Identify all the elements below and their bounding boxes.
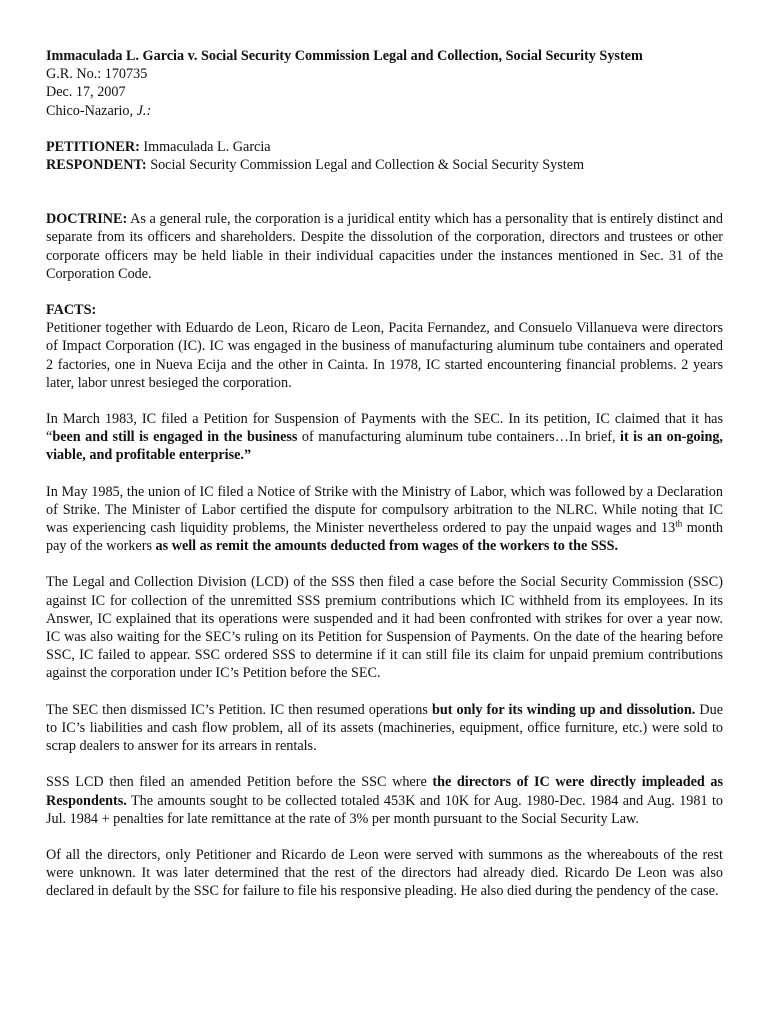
facts-paragraph-6: SSS LCD then filed an amended Petition before the SSC where the directors of IC were directly impleaded as Respondents. The amounts sought to be collected totaled 453K and 10K for Aug. 1980-Dec. 1984 and Aug. 1981 to Jul. 1984 + penalties for late remittance at the rate of 3% per month pursuant to the Social Security Law. — [46, 774, 723, 827]
facts-section — [46, 301, 723, 900]
document-content — [46, 47, 723, 901]
facts-paragraph-3: In May 1985, the union of IC filed a Notice of Strike with the Ministry of Labor, which was followed by a Declaration of Strike. The Minister of Labor certified the dispute for compulsory arbitration to the NLRC. While noting that IC was experiencing cash liquidity problems, the Minister nevertheless ordered to pay the unpaid wages and 13th month pay of the workers as well as remit the amounts deducted from wages of the workers to the SSS. — [46, 483, 723, 555]
facts-paragraph-2: In March 1983, IC filed a Petition for Suspension of Payments with the SEC. In its petition, IC claimed that it has “been and still is engaged in the business of manufacturing aluminum tube containers…In brief, it is an on-going, viable, and profitable enterprise.” — [46, 411, 723, 464]
facts-paragraph-7: Of all the directors, only Petitioner and Ricardo de Leon were served with summons as the whereabouts of the rest were unknown. It was later determined that the rest of the directors had already died. Ricardo De Leon was also declared in default by the SSC for failure to file his responsive pleading. He also died during the pendency of the case. — [46, 846, 723, 900]
case-header — [46, 47, 723, 120]
facts-paragraph-4: The Legal and Collection Division (LCD) of the SSS then filed a case before the Social Security Commission (SSC) against IC for collection of the unremitted SSS premium contributions which IC withheld from its employees. In its Answer, IC explained that its operations were suspended and it had been confronted with strikes for over a year now. IC was also waiting for the SEC’s ruling on its Petition for Suspension of Payments. On the date of the hearing before SSC, IC failed to appear. SSC ordered SSS to determine if it can still file its claim for unpaid premium contributions against the corporation under IC’s Petition before the SEC. — [46, 574, 723, 682]
ponente: Chico-Nazario, J.: — [46, 102, 152, 119]
facts-paragraph-1: Petitioner together with Eduardo de Leon, Ricaro de Leon, Pacita Fernandez, and Consuelo Villanueva were directors of Impact Corporation (IC). IC was engaged in the business of manufacturing aluminum tube containers and operated 2 factories, one in Nueva Ecija and the other in Cainta. In 1978, IC started encountering financial problems. 2 years later, labor unrest besieged the corporation. — [46, 320, 723, 391]
facts-paragraph-5: The SEC then dismissed IC’s Petition. IC then resumed operations but only for its winding up and dissolution. Due to IC’s liabilities and cash flow problem, all of its assets (machineries, equipment, office furniture, etc.) were sold to scrap dealers to answer for its arrears in rentals. — [46, 701, 724, 755]
gr-number: G.R. No.: 170735 — [46, 66, 148, 83]
petitioner-line: PETITIONER: Immaculada L. Garcia — [46, 138, 271, 155]
decision-date: Dec. 17, 2007 — [46, 84, 126, 101]
parties — [46, 138, 723, 174]
doctrine-paragraph: DOCTRINE: As a general rule, the corporation is a juridical entity which has a personality that is entirely distinct and separate from its officers and shareholders. Despite the dissolution of the corporation, directors and trustees or other corporate officers may be held liable in their individual capacities under the instances mentioned in Sec. 31 of the Corporation Code. — [46, 211, 723, 282]
respondent-line: RESPONDENT: Social Security Commission Legal and Collection & Social Security System — [46, 157, 585, 174]
case-title: Immaculada L. Garcia v. Social Security Commission Legal and Collection, Social Security System — [46, 48, 643, 64]
facts-heading: FACTS: — [46, 302, 97, 319]
